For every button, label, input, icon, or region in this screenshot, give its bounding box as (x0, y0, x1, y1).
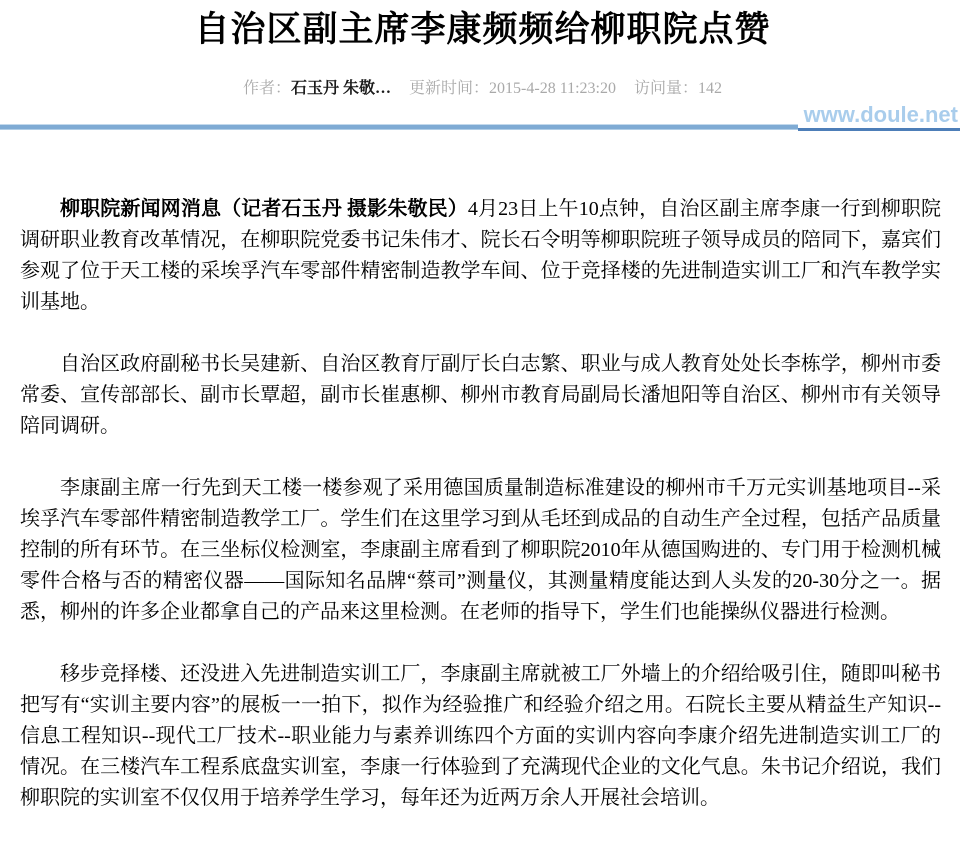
paragraph-text: 移步竞择楼、还没进入先进制造实训工厂，李康副主席就被工厂外墙上的介绍给吸引住，随即叫秘书把写有“实训主要内容”的展板一一拍下，拟作为经验推广和经验介绍之用。石院长主要从精益生产知识--信息工程知识--现代工厂技术--职业能力与素养训练四个方面的实训内容向李康介绍先进制造实训工厂的情况。在三楼汽车工程系底盘实训室，李康一行体验到了充满现代企业的文化气息。朱书记介绍说，我们柳职院的实训室不仅仅用于培养学生学习，每年还为近两万余人开展社会培训。 (20, 663, 941, 809)
header-divider (0, 103, 965, 131)
author-names: 石玉丹 朱敬… (291, 80, 392, 97)
paragraph-lead: 柳职院新闻网消息（记者石玉丹 摄影朱敬民） (60, 198, 468, 220)
divider-line (0, 124, 798, 130)
paragraph-text: 李康副主席一行先到天工楼一楼参观了采用德国质量制造标准建设的柳州市千万元实训基地项目--采埃孚汽车零部件精密制造教学工厂。学生们在这里学习到从毛坯到成品的自动生产全过程，包括产品质量控制的所有环节。在三坐标仪检测室，李康副主席看到了柳职院2010年从德国购进的、专门用于检测机械零件合格与否的精密仪器——国际知名品牌“蔡司”测量仪，其测量精度能达到人头发的20-30分之一。据悉，柳州的许多企业都拿自己的产品来这里检测。在老师的指导下，学生们也能操纵仪器进行检测。 (20, 477, 941, 623)
author-label: 作者： (242, 80, 291, 97)
update-time-value: 2015-4-28 11:23:20 (489, 80, 616, 97)
visit-count-group (634, 80, 722, 97)
article-title: 自治区副主席李康频频给柳职院点赞 (194, 10, 771, 49)
author-group (243, 80, 391, 97)
paragraph-text: 4月23日上午10点钟，自治区副主席李康一行到柳职院调研职业教育改革情况，在柳职院党委书记朱伟才、院长石令明等柳职院班子领导成员的陪同下，嘉宾们参观了位于天工楼的采埃孚汽车零部件精密制造教学车间、位于竞择楼的先进制造实训工厂和汽车教学实训基地。 (20, 198, 942, 313)
article-paragraph (20, 659, 941, 814)
visit-count-label: 访问量： (633, 80, 698, 97)
article-paragraph (20, 473, 941, 628)
site-watermark: www.doule.net (798, 103, 960, 131)
update-time-label: 更新时间： (409, 80, 490, 97)
update-time-group (409, 80, 616, 97)
article-body (20, 194, 941, 814)
article-paragraph (20, 349, 941, 442)
paragraph-text: 自治区政府副秘书长吴建新、自治区教育厅副厅长白志繁、职业与成人教育处处长李栋学，柳州市委常委、宣传部部长、副市长覃超，副市长崔惠柳、柳州市教育局副局长潘旭阳等自治区、柳州市有关领导陪同调研。 (20, 353, 941, 437)
visit-count-value: 142 (698, 80, 722, 97)
article-meta (0, 78, 965, 100)
article-paragraph (20, 194, 941, 318)
